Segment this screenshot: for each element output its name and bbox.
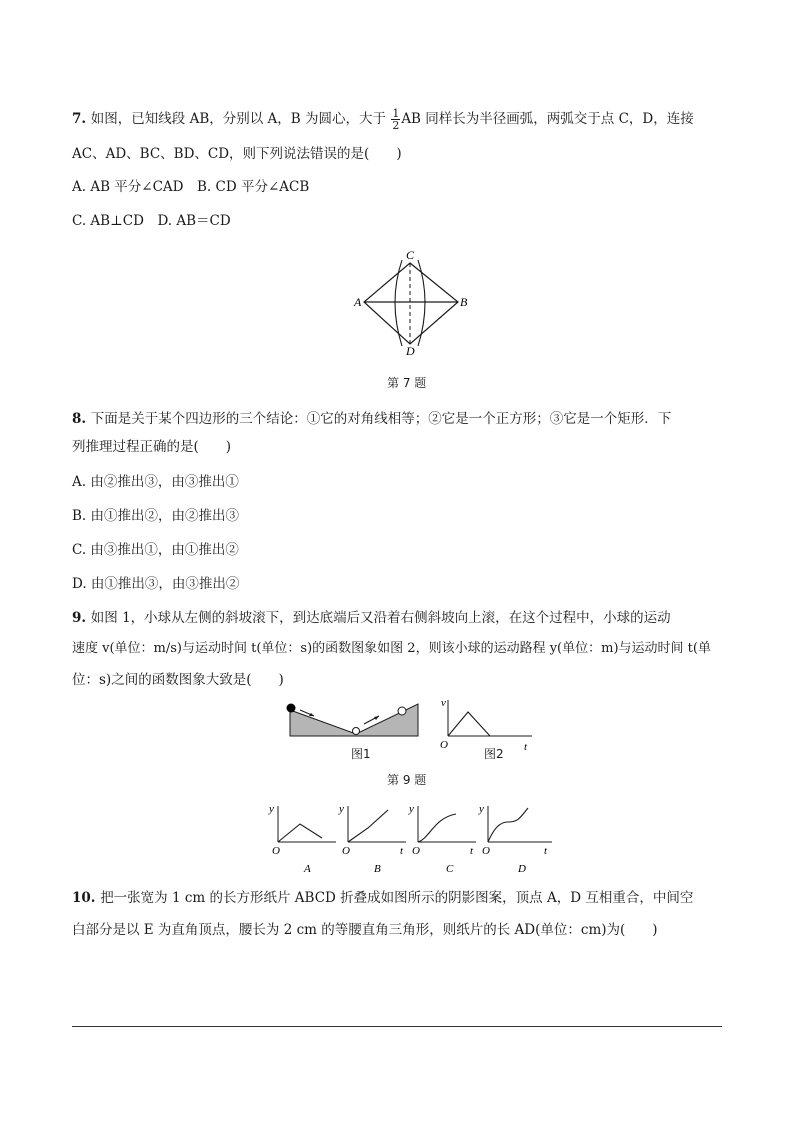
point-a-label: A — [354, 295, 362, 309]
fraction-numerator: 1 — [392, 107, 400, 120]
point-c-label: C — [406, 248, 415, 262]
graph-a — [268, 803, 336, 875]
graph-d-t-label: t — [544, 845, 548, 857]
q8-text: 下面是关于某个四边形的三个结论：①它的对角线相等；②它是一个正方形；③它是一个矩形．下 — [90, 411, 672, 427]
q7-line2: AC、AD、BC、BD、CD，则下列说法错误的是( ) — [72, 146, 402, 162]
q8-option-b: B. 由①推出②，由②推出③ — [72, 508, 240, 524]
q7-text-part1: 如图，已知线段 AB，分别以 A，B 为圆心，大于 — [90, 111, 387, 127]
point-b-label: B — [460, 295, 468, 309]
q7-caption: 第 7 题 — [387, 376, 427, 390]
q9-figure2-caption: 图2 — [484, 747, 504, 761]
graph-b — [338, 803, 406, 875]
graph-a-y-label: y — [269, 803, 274, 815]
q10-number: 10. — [72, 890, 101, 906]
graph-a-origin-label: O — [272, 845, 280, 857]
q7-line1 — [72, 108, 722, 131]
q9-answer-graphs — [264, 798, 564, 878]
q9-line1 — [72, 608, 722, 628]
q9-figure1-slopes — [284, 698, 424, 740]
graph-c-y-label: y — [409, 803, 414, 815]
q8-line2: 列推理过程正确的是( ) — [72, 439, 232, 455]
footer-divider — [72, 1026, 722, 1027]
graph-b-label: B — [374, 863, 381, 875]
graph-b-y-label: y — [339, 803, 344, 815]
q7-figure — [350, 248, 470, 358]
graph-d — [478, 803, 552, 875]
q9-figure1-caption: 图1 — [351, 747, 371, 761]
q10-text: 把一张宽为 1 cm 的长方形纸片 ABCD 折叠成如图所示的阴影图案，顶点 A，D 互相重合，中间空 — [100, 890, 694, 906]
graph-c-origin-label: O — [412, 845, 420, 857]
q9-number: 9. — [72, 610, 91, 626]
q9-line2: 速度 v(单位：m/s)与运动时间 t(单位：s)的函数图象如图 2，则该小球的运动路程 y(单位：m)与运动时间 t(单 — [72, 641, 711, 656]
q7-text-part2: AB 同样长为半径画弧，两弧交于点 C，D，连接 — [401, 111, 694, 127]
graph-d-label: D — [518, 863, 526, 875]
fraction-denominator: 2 — [392, 119, 400, 132]
graph-c — [408, 803, 476, 875]
q10-line1 — [72, 888, 722, 908]
graph-c-label: C — [446, 863, 454, 875]
q8-option-c: C. 由③推出①，由①推出② — [72, 542, 239, 558]
graph-c-t-label: t — [470, 845, 474, 857]
graph-b-t-label: t — [400, 845, 404, 857]
fig2-v-label: v — [441, 697, 446, 709]
q8-number: 8. — [72, 411, 91, 427]
fig2-t-label: t — [524, 741, 528, 753]
graph-d-origin-label: O — [482, 845, 490, 857]
q9-caption: 第 9 题 — [387, 773, 427, 787]
graph-a-label: A — [304, 863, 311, 875]
q8-option-a: A. 由②推出③，由③推出① — [72, 474, 239, 490]
q8-option-d: D. 由①推出③，由③推出② — [72, 576, 240, 592]
graph-d-y-label: y — [479, 803, 484, 815]
q7-number: 7. — [72, 111, 91, 127]
q7-options-ab: A. AB 平分∠CAD B. CD 平分∠ACB — [72, 179, 310, 195]
graph-b-origin-label: O — [342, 845, 350, 857]
point-d-label: D — [406, 344, 415, 358]
q7-fraction — [391, 108, 400, 131]
q7-options-cd: C. AB⊥CD D. AB＝CD — [72, 213, 231, 229]
q9-text: 如图 1，小球从左侧的斜坡滚下，到达底端后又沿着右侧斜坡向上滚，在这个过程中，小球的运动 — [90, 610, 671, 626]
q9-line3: 位：s)之间的函数图象大致是( ) — [72, 672, 284, 688]
q8-line1 — [72, 409, 722, 429]
fig2-origin-label: O — [440, 739, 448, 751]
q10-line2: 白部分是以 E 为直角顶点，腰长为 2 cm 的等腰直角三角形，则纸片的长 AD(单位：cm)为( ) — [72, 922, 658, 938]
